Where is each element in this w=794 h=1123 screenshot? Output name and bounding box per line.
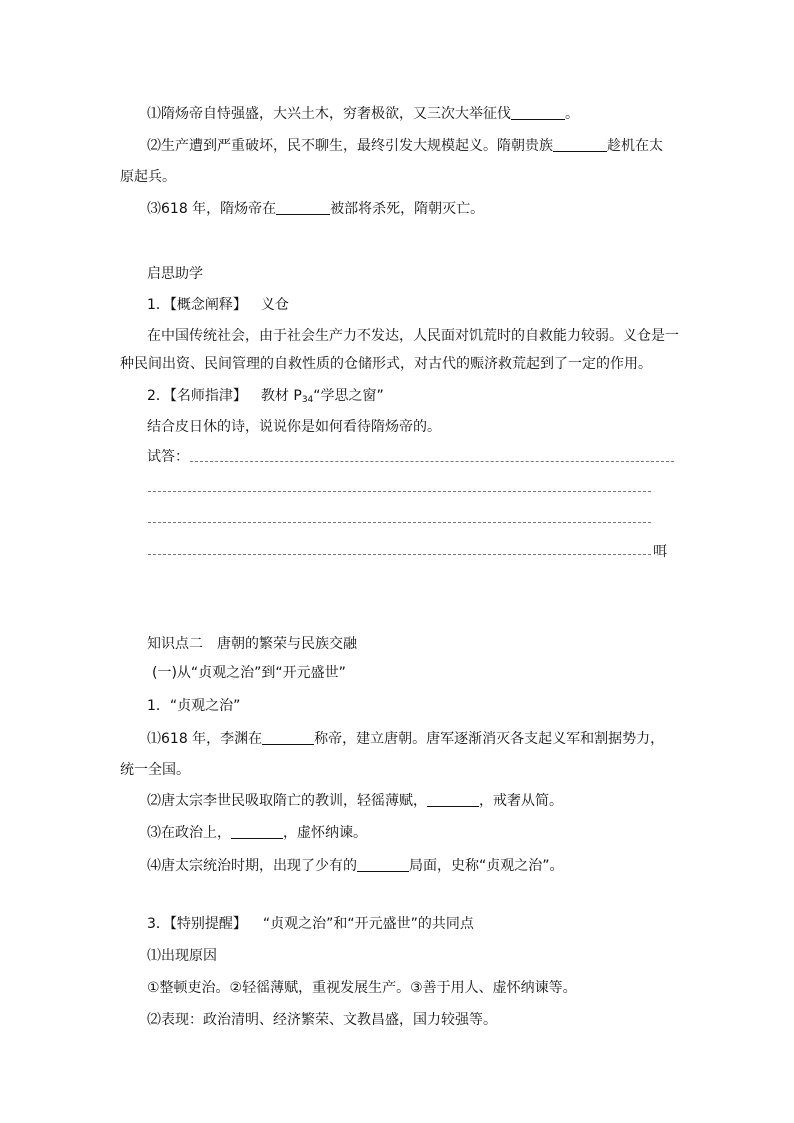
item-text: ⑵生产遭到严重破坏，民不聊生，最终引发大规模起义。隋朝贵族 — [147, 138, 553, 154]
item-text: ，虚怀纳谏。 — [283, 825, 367, 841]
item-text: ⑴隋炀帝自恃强盛，大兴土木，穷奢极欲，又三次大举征伐 — [147, 106, 511, 122]
fill-blank[interactable] — [553, 137, 607, 152]
guide-question: 结合皮日休的诗，说说你是如何看待隋炀帝的。 — [147, 419, 441, 435]
fill-blank[interactable] — [511, 105, 565, 120]
guide-title — [147, 386, 384, 410]
sui-fall-item-3 — [147, 199, 484, 219]
item-text: ⑵唐太宗李世民吸取隋亡的教训，轻徭薄赋， — [147, 793, 427, 809]
item-number: 1． — [147, 297, 170, 313]
concept-text-2: 种民间出资、民间管理的自救性质的仓储形式，对古代的赈济救荒起到了一定的作用。 — [120, 356, 652, 372]
guide-text: “学思之窗” — [313, 388, 384, 404]
fill-blank[interactable] — [262, 730, 314, 745]
page-subscript: 34 — [301, 395, 314, 405]
concept-title — [147, 295, 289, 315]
zhenguan-item-4 — [147, 856, 564, 876]
item-text: ⑶618 年，隋炀帝在 — [147, 201, 277, 217]
zhenguan-item-2 — [147, 791, 563, 811]
sui-fall-item-2-cont: 原起兵。 — [120, 169, 176, 185]
sui-fall-item-2 — [147, 136, 663, 156]
zhenguan-item-1 — [147, 729, 664, 749]
answer-line[interactable] — [148, 522, 651, 523]
answer-end-char: 咡 — [653, 544, 667, 560]
item-text: 称帝，建立唐朝。唐军逐渐消灭各支起义军和割据势力， — [314, 731, 665, 747]
item-text: 。 — [565, 106, 579, 122]
concept-tag: 【概念阐释】 — [169, 297, 247, 313]
zhenguan-item-3 — [147, 823, 367, 843]
guide-tag: 【名师指津】 — [169, 388, 247, 404]
item-text: 局面，史称“贞观之治”。 — [409, 858, 564, 874]
item-text: ⑶在政治上， — [147, 825, 231, 841]
fill-blank[interactable] — [276, 200, 330, 215]
item-text: 趁机在太 — [607, 138, 663, 154]
fill-blank[interactable] — [357, 857, 409, 872]
tebie-text: “贞观之治”和“开元盛世”的共同点 — [262, 916, 474, 932]
item-number: 2． — [147, 388, 170, 404]
answer-line[interactable] — [148, 491, 651, 492]
tebie-tag: 【特别提醒】 — [169, 916, 247, 932]
tebie-title — [147, 914, 474, 934]
answer-line[interactable] — [148, 554, 651, 555]
qisi-heading: 启思助学 — [147, 266, 203, 282]
item-text: 被部将杀死，隋朝灭亡。 — [330, 201, 485, 217]
answer-label: 试答： — [147, 449, 189, 465]
answer-line[interactable] — [190, 461, 674, 462]
reason-text: ①整顿吏治。②轻徭薄赋，重视发展生产。③善于用人、虚怀纳谏等。 — [147, 980, 577, 996]
sub-heading: (一)从“贞观之治”到“开元盛世” — [152, 665, 346, 681]
item-text: ⑴618 年，李渊在 — [147, 731, 263, 747]
concept-text-1: 在中国传统社会，由于社会生产力不发达，人民面对饥荒时的自救能力较弱。义仓是一 — [147, 328, 679, 344]
reason-title: ⑴出现原因 — [147, 948, 217, 964]
expression-text: ⑵表现：政治清明、经济繁荣、文教昌盛，国力较强等。 — [147, 1012, 497, 1028]
concept-term: 义仓 — [260, 297, 289, 313]
item-text: ⑷唐太宗统治时期，出现了少有的 — [147, 858, 357, 874]
sui-fall-item-1 — [147, 104, 579, 124]
item-text: ，戒奢从简。 — [479, 793, 563, 809]
section-heading: 知识点二 唐朝的繁荣与民族交融 — [147, 636, 357, 652]
guide-text: 教材 P — [260, 388, 302, 404]
item-number: 3． — [147, 916, 170, 932]
fill-blank[interactable] — [231, 824, 283, 839]
zhenguan-item-1-cont: 统一全国。 — [120, 762, 190, 778]
fill-blank[interactable] — [427, 792, 479, 807]
point-title: 1．“贞观之治” — [147, 698, 241, 714]
